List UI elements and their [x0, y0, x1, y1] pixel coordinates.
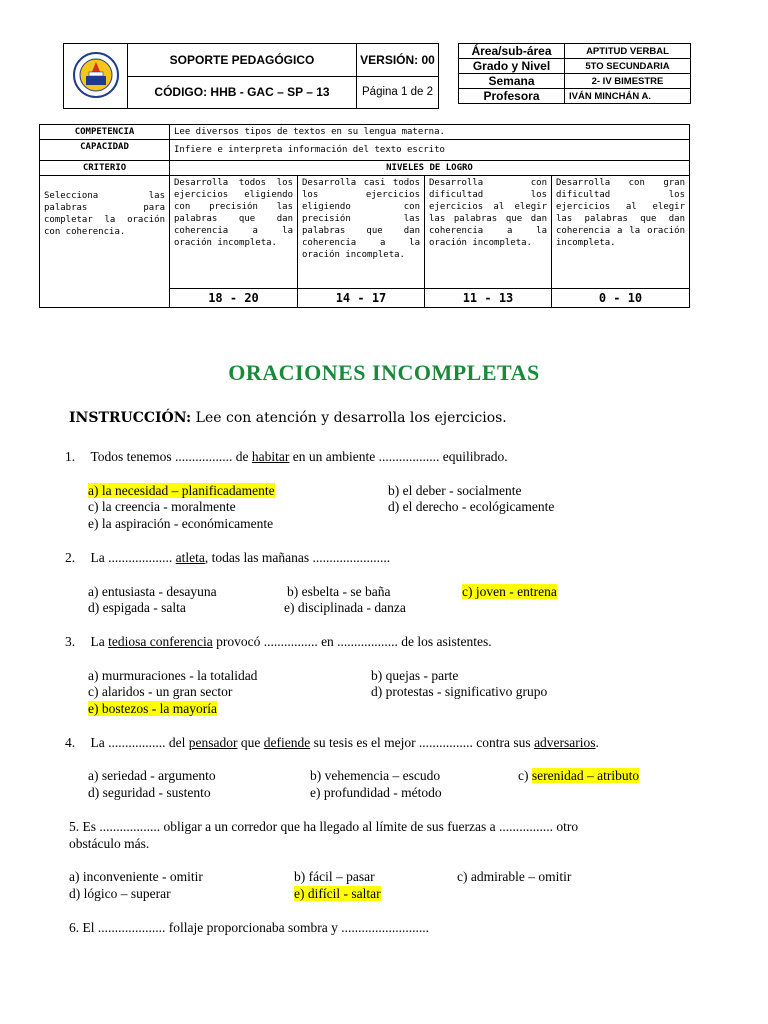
question-number: 4.	[65, 735, 76, 750]
page-title: ORACIONES INCOMPLETAS	[228, 360, 540, 385]
question-text: su tesis es el mejor ................ contra sus	[310, 735, 535, 750]
option-5b[interactable]: b) fácil – pasar	[294, 869, 375, 884]
question-text: , todas las mañanas .......................	[204, 550, 391, 565]
option-2b[interactable]: b) esbelta - se baña	[287, 584, 391, 599]
question-text: La	[90, 634, 109, 649]
question-2	[65, 550, 390, 566]
instruction-text: Lee con atención y desarrolla los ejercicios.	[191, 410, 507, 426]
underlined-word: habitar	[251, 449, 290, 464]
header-table	[63, 43, 439, 109]
option-1a[interactable]	[88, 483, 275, 499]
info-table	[458, 43, 691, 104]
doc-title: SOPORTE PEDAGÓGICO	[128, 44, 357, 77]
question-number: 2.	[65, 550, 76, 565]
capacidad-text: Infiere e interpreta información del texto escrito	[170, 140, 690, 161]
option-3b[interactable]: b) quejas - parte	[371, 668, 459, 683]
score-3: 11 - 13	[425, 289, 552, 308]
option-4c[interactable]	[518, 768, 639, 784]
option-4d[interactable]: d) seguridad - sustento	[88, 785, 211, 800]
capacidad-label: CAPACIDAD	[40, 140, 170, 161]
option-5c[interactable]: c) admirable – omitir	[457, 869, 572, 884]
level-4-text: Desarrolla con gran dificultad los ejercicios al elegir las palabras que dan coherencia a la oración incompleta.	[552, 176, 690, 289]
question-text: .	[595, 735, 599, 750]
question-3	[65, 634, 492, 650]
grade-value: 5TO SECUNDARIA	[565, 59, 691, 74]
score-1: 18 - 20	[170, 289, 298, 308]
week-label: Semana	[459, 74, 565, 89]
score-2: 14 - 17	[298, 289, 425, 308]
niveles-label: NIVELES DE LOGRO	[170, 161, 690, 176]
option-4b[interactable]: b) vehemencia – escudo	[310, 768, 441, 783]
question-text: provocó ................ en .................. de los asistentes.	[212, 634, 492, 649]
option-1c[interactable]: c) la creencia - moralmente	[88, 499, 236, 514]
instruction	[69, 410, 507, 426]
option-1d[interactable]: d) el derecho - ecológicamente	[388, 499, 555, 514]
underlined-word: pensador	[188, 735, 238, 750]
area-value: APTITUD VERBAL	[565, 44, 691, 59]
competencia-label: COMPETENCIA	[40, 125, 170, 140]
question-5-continuation: obstáculo más.	[69, 836, 150, 851]
underlined-word: tediosa conferencia	[108, 634, 213, 649]
grade-label: Grado y Nivel	[459, 59, 565, 74]
criterio-label: CRITERIO	[40, 161, 170, 176]
question-text: Todos tenemos ................. de	[90, 449, 252, 464]
logo-cell	[64, 44, 128, 109]
week-value: 2- IV BIMESTRE	[565, 74, 691, 89]
page-number: Página 1 de 2	[357, 76, 439, 109]
area-label: Área/sub-área	[459, 44, 565, 59]
school-logo-icon	[72, 50, 120, 100]
doc-code: CÓDIGO: HHB - GAC – SP – 13	[128, 76, 357, 109]
option-3a[interactable]: a) murmuraciones - la totalidad	[88, 668, 258, 683]
question-6: 6. El .................... follaje proporcionaba sombra y ..........................	[69, 920, 429, 935]
info-row	[459, 44, 691, 59]
info-row	[459, 74, 691, 89]
option-5a[interactable]: a) inconveniente - omitir	[69, 869, 203, 884]
option-text: serenidad – atributo	[531, 768, 640, 783]
version: VERSIÓN: 00	[357, 44, 439, 77]
question-5: 5. Es .................. obligar a un corredor que ha llegado al límite de sus fuerzas a ................ otro	[69, 819, 579, 834]
option-3c[interactable]: c) alaridos - un gran sector	[88, 684, 233, 699]
underlined-word: defiende	[263, 735, 311, 750]
teacher-value: IVÁN MINCHÁN A.	[565, 89, 691, 104]
option-2d[interactable]: d) espigada - salta	[88, 600, 186, 615]
question-number: 1.	[65, 449, 76, 464]
option-1b[interactable]: b) el deber - socialmente	[388, 483, 522, 498]
option-5d[interactable]: d) lógico – superar	[69, 886, 171, 901]
option-text: c) joven - entrena	[462, 584, 557, 599]
question-text: en un ambiente .................. equilibrado.	[289, 449, 508, 464]
underlined-word: adversarios	[534, 735, 596, 750]
criterio-text: Selecciona las palabras para completar la oración con coherencia.	[40, 176, 170, 308]
level-2-text: Desarrolla casi todos los ejercicios eligiendo con precisión las palabras que dan coherencia a la oración incompleta.	[298, 176, 425, 289]
option-4a[interactable]: a) seriedad - argumento	[88, 768, 216, 783]
option-text: e) bostezos - la mayoría	[88, 701, 217, 716]
option-3e[interactable]	[88, 701, 217, 717]
option-text: e) difícil - saltar	[294, 886, 381, 901]
competencia-text: Lee diversos tipos de textos en su lengua materna.	[170, 125, 690, 140]
teacher-label: Profesora	[459, 89, 565, 104]
rubric-table	[39, 124, 690, 308]
question-4	[65, 735, 599, 751]
question-text: que	[237, 735, 264, 750]
level-1-text: Desarrolla todos los ejercicios eligiendo con precisión las palabras que dan coherencia a la oración incompleta.	[170, 176, 298, 289]
level-3-text: Desarrolla con dificultad los ejercicios al elegir las palabras que dan coherencia a la oración incompleta.	[425, 176, 552, 289]
option-prefix: c)	[518, 768, 532, 783]
option-text: a) la necesidad – planificadamente	[88, 483, 275, 498]
question-text: La ...................	[90, 550, 176, 565]
option-5e[interactable]	[294, 886, 381, 902]
option-3d[interactable]: d) protestas - significativo grupo	[371, 684, 548, 699]
option-2a[interactable]: a) entusiasta - desayuna	[88, 584, 217, 599]
option-2e[interactable]: e) disciplinada - danza	[284, 600, 406, 615]
option-4e[interactable]: e) profundidad - método	[310, 785, 442, 800]
question-text: La ................. del	[90, 735, 189, 750]
question-number: 3.	[65, 634, 76, 649]
score-4: 0 - 10	[552, 289, 690, 308]
underlined-word: atleta	[175, 550, 205, 565]
option-1e[interactable]: e) la aspiración - económicamente	[88, 516, 274, 531]
instruction-label: INSTRUCCIÓN:	[69, 410, 192, 426]
option-2c[interactable]	[462, 584, 557, 600]
question-1	[65, 449, 508, 465]
info-row	[459, 89, 691, 104]
info-row	[459, 59, 691, 74]
